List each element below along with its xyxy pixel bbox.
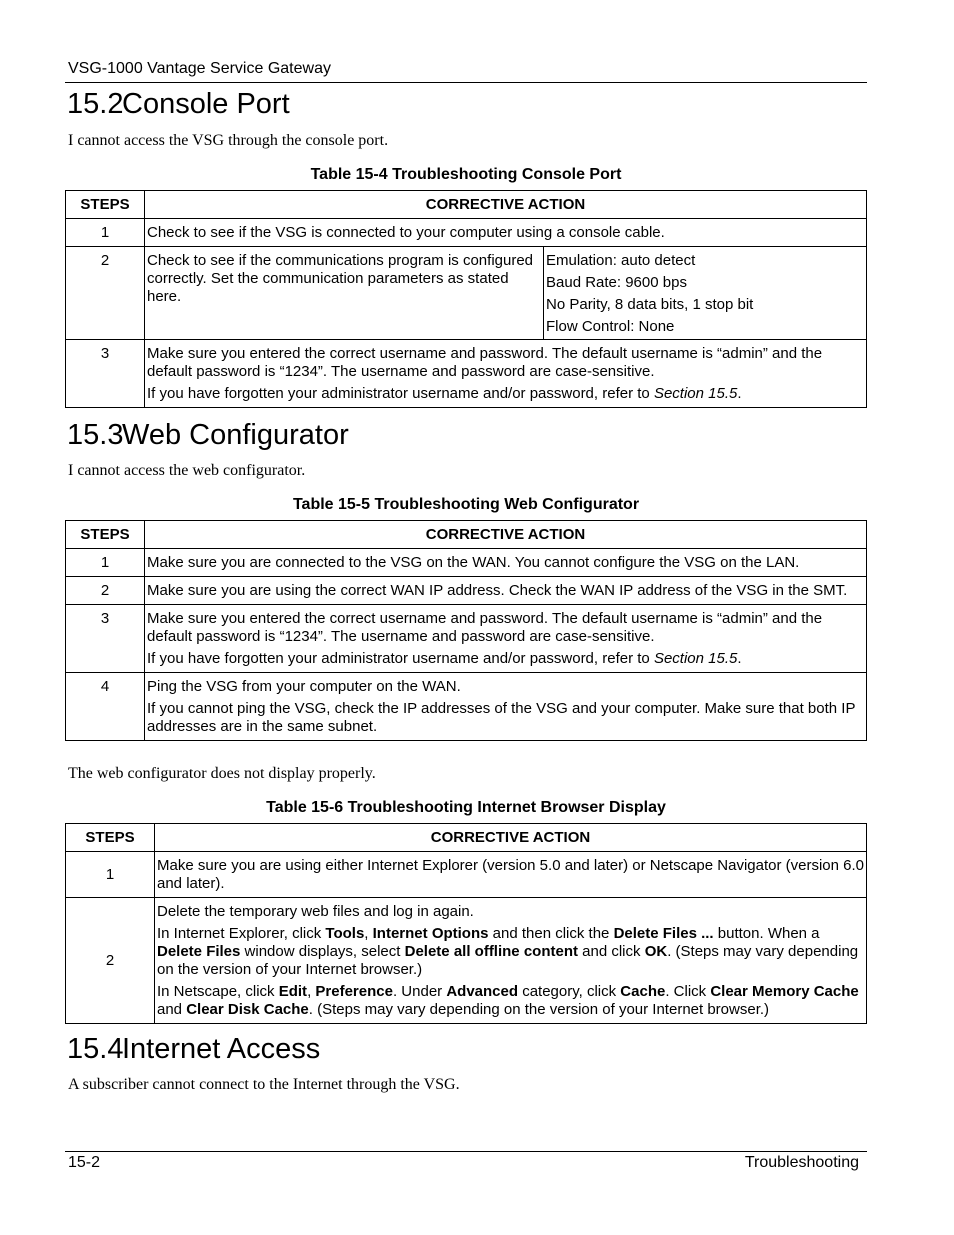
column-header-steps: STEPS (66, 191, 145, 219)
ie-instructions: In Internet Explorer, click Tools, Internet Options and then click the Delete Files ... button. When a Delete Files window displays, select Delete all offline content and click OK. (Steps may vary depending on the version of your Internet browser.) (157, 925, 859, 978)
footer-rule (65, 1151, 867, 1152)
chapter-name: Troubleshooting (744, 1154, 859, 1171)
section-reference: Section 15.5 (653, 650, 738, 667)
table-row: 2 Delete the temporary web files and log in again. In Internet Explorer, click Tools, Internet Options and then click the Delete Files ... button. When a Delete Files window displays, select Delete all offline content and click OK. (Steps may vary depending on the version of your Internet browser.) In Netscape, click Edit, Preference. Under Advanced category, click Cache. Click Clear Memory Cache and Clear Disk Cache. (Steps may vary depending on the version of your Internet browser.) (66, 898, 867, 1024)
table-row: 2 Check to see if the communications program is configured correctly. Set the communication parameters as stated here. Emulation: auto detect Baud Rate: 9600 bps No Parity, 8 data bits, 1 stop bit Flow Control: None (66, 247, 867, 340)
table-caption: Table 15-6 Troubleshooting Internet Browser Display (266, 799, 666, 816)
section-heading-15-3: 15.3Web Configurator (67, 419, 349, 451)
table-row: 3 Make sure you entered the correct username and password. The default username is “admin” and the default password is “1234”. The username and password are case-sensitive. If you have forgotten your administrator username and/or password, refer to Section 15.5. (66, 605, 867, 673)
section-intro: I cannot access the VSG through the console port. (68, 132, 389, 149)
section-reference: Section 15.5 (653, 385, 738, 402)
console-port-table (65, 190, 867, 408)
column-header-steps: STEPS (66, 521, 145, 549)
header-rule (65, 82, 867, 83)
section-heading-15-4: 15.4Internet Access (67, 1033, 321, 1065)
comm-parameters: Emulation: auto detect Baud Rate: 9600 bps No Parity, 8 data bits, 1 stop bit Flow Control: None (544, 247, 867, 340)
column-header-action: CORRECTIVE ACTION (145, 521, 867, 549)
table-row: 1 Check to see if the VSG is connected to your computer using a console cable. (66, 219, 867, 247)
column-header-action: CORRECTIVE ACTION (145, 191, 867, 219)
column-header-steps: STEPS (66, 824, 155, 852)
running-header: VSG-1000 Vantage Service Gateway (68, 60, 331, 77)
web-configurator-table (65, 520, 867, 741)
table-row: 1 Make sure you are connected to the VSG on the WAN. You cannot configure the VSG on the LAN. (66, 549, 867, 577)
table-row: 1 Make sure you are using either Internet Explorer (version 5.0 and later) or Netscape Navigator (version 6.0 and later). (66, 852, 867, 898)
table-row: 2 Make sure you are using the correct WAN IP address. Check the WAN IP address of the VSG in the SMT. (66, 577, 867, 605)
browser-display-table (65, 823, 867, 1024)
netscape-instructions: In Netscape, click Edit, Preference. Under Advanced category, click Cache. Click Clear Memory Cache and Clear Disk Cache. (Steps may vary depending on the version of your Internet browser.) (157, 983, 859, 1018)
section-intro: A subscriber cannot connect to the Internet through the VSG. (68, 1076, 460, 1093)
table-row: 4 Ping the VSG from your computer on the WAN. If you cannot ping the VSG, check the IP addresses of the VSG and your computer. Make sure that both IP addresses are in the same subnet. (66, 673, 867, 741)
table-caption: Table 15-5 Troubleshooting Web Configurator (292, 496, 640, 513)
section-heading-15-2: 15.2Console Port (67, 88, 290, 120)
page-number: 15-2 (68, 1154, 101, 1171)
column-header-action: CORRECTIVE ACTION (155, 824, 867, 852)
problem-statement: The web configurator does not display properly. (68, 765, 376, 782)
table-caption: Table 15-4 Troubleshooting Console Port (310, 166, 622, 183)
section-intro: I cannot access the web configurator. (68, 462, 306, 479)
table-row: 3 Make sure you entered the correct username and password. The default username is “admin” and the default password is “1234”. The username and password are case-sensitive. If you have forgotten your administrator username and/or password, refer to Section 15.5. (66, 340, 867, 408)
